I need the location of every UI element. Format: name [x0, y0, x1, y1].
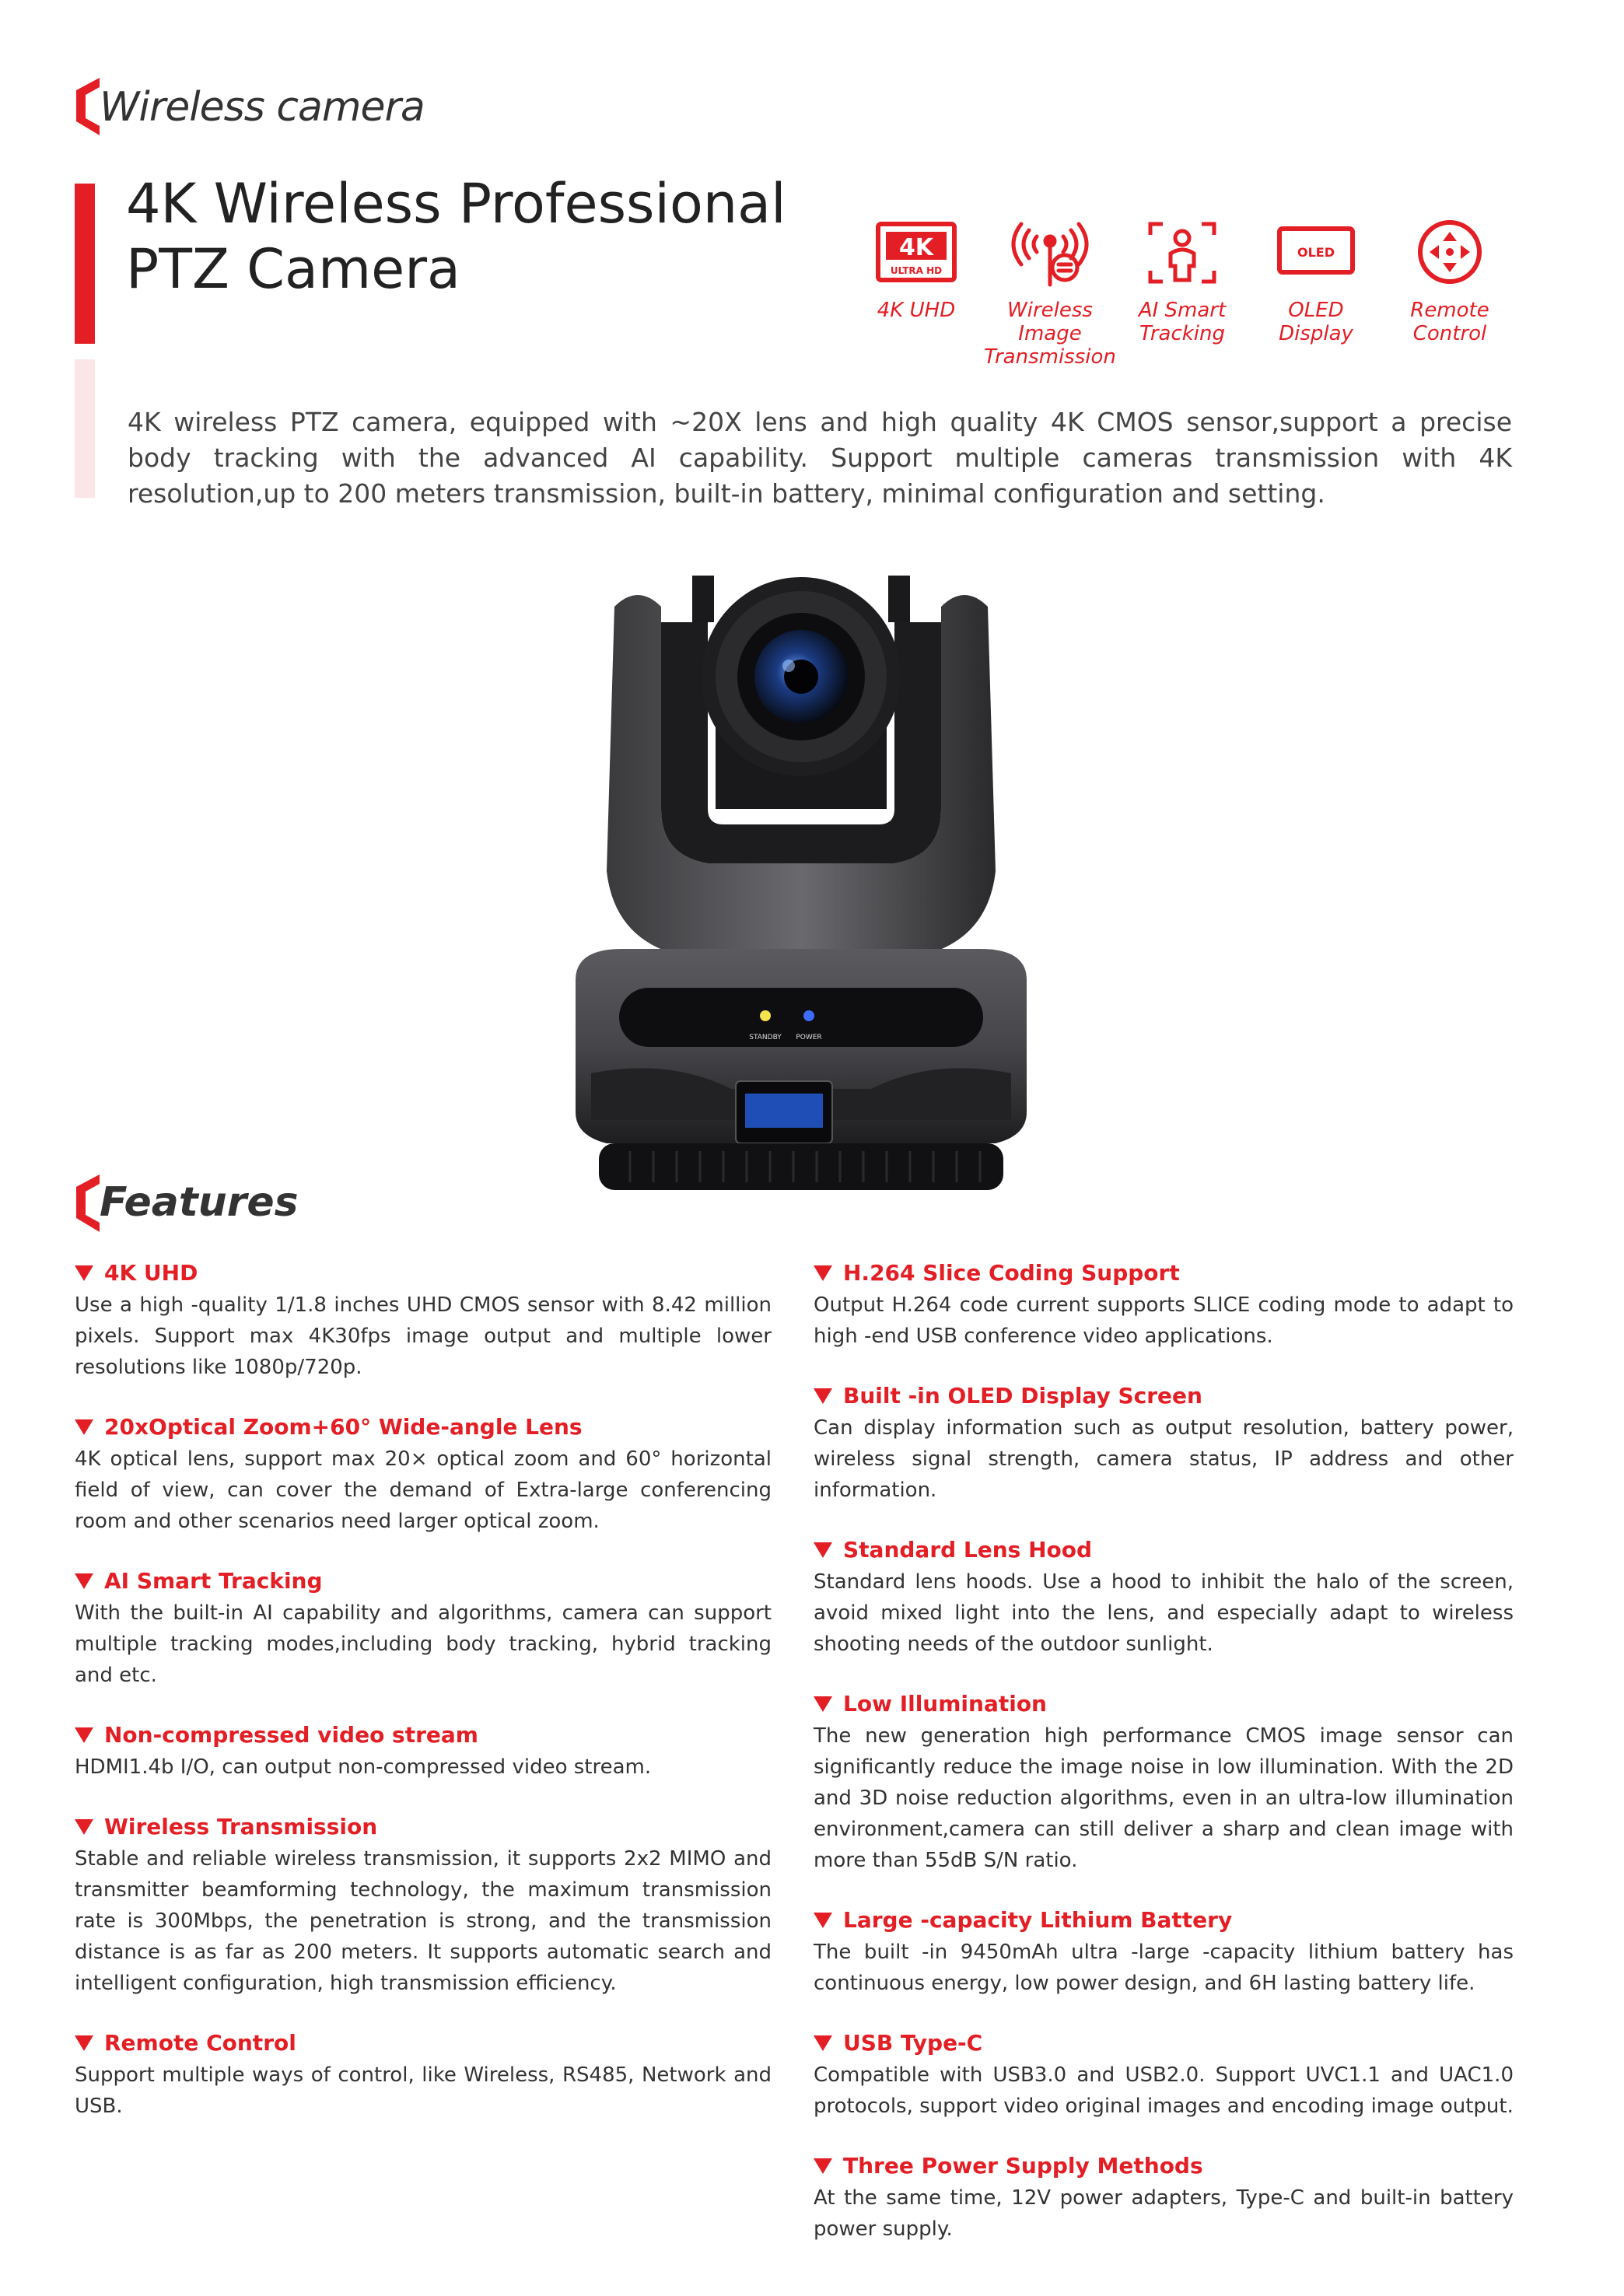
icon-item-oled	[1246, 218, 1386, 345]
oled-display-icon	[1273, 218, 1359, 288]
feature-title-text: 4K UHD	[104, 1260, 198, 1286]
feature-text: Stable and reliable wireless transmission, it supports 2x2 MIMO and transmitter beamforming technology, the maximum transmission rate is 300Mbps, the penetration is strong, and the transmission distance is as far as 200 meters. It supports automatic search and intelligent configuration, high transmission efficiency.	[75, 1847, 772, 1995]
feature-text: HDMI1.4b I/O, can output non-compressed video stream.	[75, 1755, 652, 1779]
feature-title	[814, 1258, 1514, 1288]
4k-uhd-icon	[873, 218, 959, 288]
feature-item	[75, 2028, 772, 2122]
feature-item	[814, 1906, 1514, 1999]
feature-title-text: Standard Lens Hood	[843, 1537, 1093, 1563]
feature-title-text: USB Type-C	[843, 2030, 983, 2056]
intro-accent-bar	[75, 359, 95, 498]
feature-title	[814, 1906, 1514, 1935]
svg-text:4K: 4K	[898, 234, 934, 261]
features-left-column	[75, 1258, 772, 2151]
ptz-camera-image	[576, 576, 1027, 1198]
feature-title	[814, 1535, 1514, 1565]
feature-title-text: AI Smart Tracking	[104, 1568, 323, 1594]
icon-label-ai-tracking	[1112, 299, 1252, 345]
ai-tracking-icon	[1139, 218, 1225, 288]
feature-title	[75, 1566, 772, 1596]
features-logo-icon	[72, 1171, 103, 1237]
icon-label-line2: Control	[1412, 322, 1487, 345]
intro-paragraph: 4K wireless PTZ camera, equipped with ~20X lens and high quality 4K CMOS sensor,support a precise body tracking with the advanced AI capability. Support multiple cameras transmission with 4K resolution,up to 200 meters transmission, built-in battery, minimal configuration and setting.	[128, 407, 1512, 509]
icon-item-remote	[1380, 218, 1520, 345]
triangle-down-icon	[75, 1419, 93, 1435]
feature-title	[75, 1412, 772, 1442]
icon-label-line1: Wireless Image	[1007, 299, 1093, 345]
feature-item	[814, 1535, 1514, 1660]
triangle-down-icon	[75, 1573, 93, 1589]
feature-title-text: Remote Control	[104, 2030, 296, 2056]
icon-label-line2: Display	[1279, 322, 1353, 345]
feature-item	[75, 1812, 772, 1999]
feature-text: The built -in 9450mAh ultra -large -capacity lithium battery has continuous energy, low power design, and 6H lasting battery life.	[814, 1941, 1514, 1995]
feature-title-text: Large -capacity Lithium Battery	[843, 1907, 1233, 1933]
triangle-down-icon	[814, 1388, 832, 1404]
camera-standby-label: STANDBY	[749, 1034, 782, 1041]
icon-label-line2: Transmission	[984, 345, 1116, 369]
icon-item-4k-uhd	[846, 218, 986, 322]
svg-text:ULTRA HD: ULTRA HD	[890, 265, 943, 276]
triangle-down-icon	[814, 1913, 832, 1928]
feature-title	[814, 1381, 1514, 1411]
feature-text: Compatible with USB3.0 and USB2.0. Support UVC1.1 and UAC1.0 protocols, support video original images and encoding image output.	[814, 2063, 1514, 2118]
feature-text: The new generation high performance CMOS image sensor can significantly reduce the image noise in low illumination. With the 2D and 3D noise reduction algorithms, even in an ultra-low illumination environment,camera can still deliver a sharp and clean image with more than 55dB S/N ratio.	[814, 1724, 1514, 1872]
svg-text:OLED: OLED	[1297, 245, 1335, 260]
icon-label-oled	[1246, 299, 1386, 345]
triangle-down-icon	[75, 1265, 93, 1281]
features-heading: Features	[100, 1179, 299, 1226]
feature-title	[75, 1258, 772, 1288]
feature-item	[814, 1258, 1514, 1352]
feature-title-text: Built -in OLED Display Screen	[843, 1383, 1202, 1409]
wireless-image-icon	[1007, 218, 1093, 288]
icon-label-wireless	[980, 299, 1120, 369]
feature-title-text: Three Power Supply Methods	[843, 2153, 1203, 2179]
feature-title-text: Low Illumination	[843, 1691, 1047, 1717]
feature-item	[814, 2028, 1514, 2122]
feature-item	[75, 1566, 772, 1691]
page-title-line2: PTZ Camera	[126, 237, 460, 301]
icon-label-line1: Remote	[1410, 299, 1489, 322]
features-right-column	[814, 1258, 1514, 2274]
feature-text: Support multiple ways of control, like Wireless, RS485, Network and USB.	[75, 2063, 772, 2118]
feature-text: Can display information such as output resolution, battery power, wireless signal strength, camera status, IP address and other information.	[814, 1416, 1514, 1502]
brand-logo	[72, 73, 103, 143]
brand-logo-text: Wireless camera	[100, 84, 425, 131]
feature-item	[814, 2151, 1514, 2245]
feature-item	[814, 1381, 1514, 1506]
triangle-down-icon	[814, 2158, 832, 2174]
feature-title	[75, 1720, 772, 1750]
feature-title	[75, 2028, 772, 2058]
feature-item	[75, 1720, 772, 1783]
icon-item-wireless	[980, 218, 1120, 369]
camera-power-label: POWER	[796, 1034, 822, 1041]
feature-title	[75, 1812, 772, 1842]
title-accent-bar	[75, 184, 95, 344]
brand-logo-icon	[72, 73, 103, 143]
triangle-down-icon	[75, 1819, 93, 1835]
feature-title	[814, 2151, 1514, 2181]
feature-text: Standard lens hoods. Use a hood to inhibit the halo of the screen, avoid mixed light into the lens, and especially adapt to wireless shooting needs of the outdoor sunlight.	[814, 1570, 1514, 1656]
page-title-line1: 4K Wireless Professional	[126, 172, 786, 236]
feature-title-text: H.264 Slice Coding Support	[843, 1260, 1180, 1286]
feature-text: Output H.264 code current supports SLICE coding mode to adapt to high -end USB conference video applications.	[814, 1293, 1514, 1348]
features-logo	[72, 1171, 103, 1240]
icon-label-line1: 4K UHD	[877, 299, 956, 322]
feature-text: 4K optical lens, support max 20× optical zoom and 60° horizontal field of view, can cover the demand of Extra-large conferencing room and other scenarios need larger optical zoom.	[75, 1447, 772, 1533]
feature-title-text: Wireless Transmission	[104, 1814, 378, 1839]
camera-product-image	[576, 576, 1027, 1198]
feature-title-text: Non-compressed video stream	[104, 1722, 478, 1748]
feature-text: With the built-in AI capability and algorithms, camera can support multiple tracking modes,including body tracking, hybrid tracking and etc.	[75, 1601, 772, 1687]
feature-title	[814, 1689, 1514, 1719]
feature-item	[814, 1689, 1514, 1876]
icon-item-ai-tracking	[1112, 218, 1252, 345]
page-title	[126, 171, 786, 302]
feature-text: Use a high -quality 1/1.8 inches UHD CMOS sensor with 8.42 million pixels. Support max 4K30fps image output and multiple lower resolutions like 1080p/720p.	[75, 1293, 772, 1379]
feature-title	[814, 2028, 1514, 2058]
feature-icon-row	[846, 218, 1515, 369]
feature-item	[75, 1412, 772, 1537]
icon-label-line2: Tracking	[1139, 322, 1226, 345]
icon-label-remote	[1380, 299, 1520, 345]
triangle-down-icon	[814, 2035, 832, 2051]
triangle-down-icon	[75, 1727, 93, 1743]
feature-text: At the same time, 12V power adapters, Type-C and built-in battery power supply.	[814, 2186, 1514, 2241]
feature-title-text: 20xOptical Zoom+60° Wide-angle Lens	[104, 1414, 583, 1440]
triangle-down-icon	[814, 1696, 832, 1712]
triangle-down-icon	[75, 2035, 93, 2051]
icon-label-line1: AI Smart	[1138, 299, 1227, 322]
triangle-down-icon	[814, 1265, 832, 1281]
triangle-down-icon	[814, 1542, 832, 1558]
feature-item	[75, 1258, 772, 1383]
icon-label-4k-uhd	[846, 299, 986, 322]
icon-label-line1: OLED	[1288, 299, 1344, 322]
remote-control-icon	[1407, 218, 1493, 288]
